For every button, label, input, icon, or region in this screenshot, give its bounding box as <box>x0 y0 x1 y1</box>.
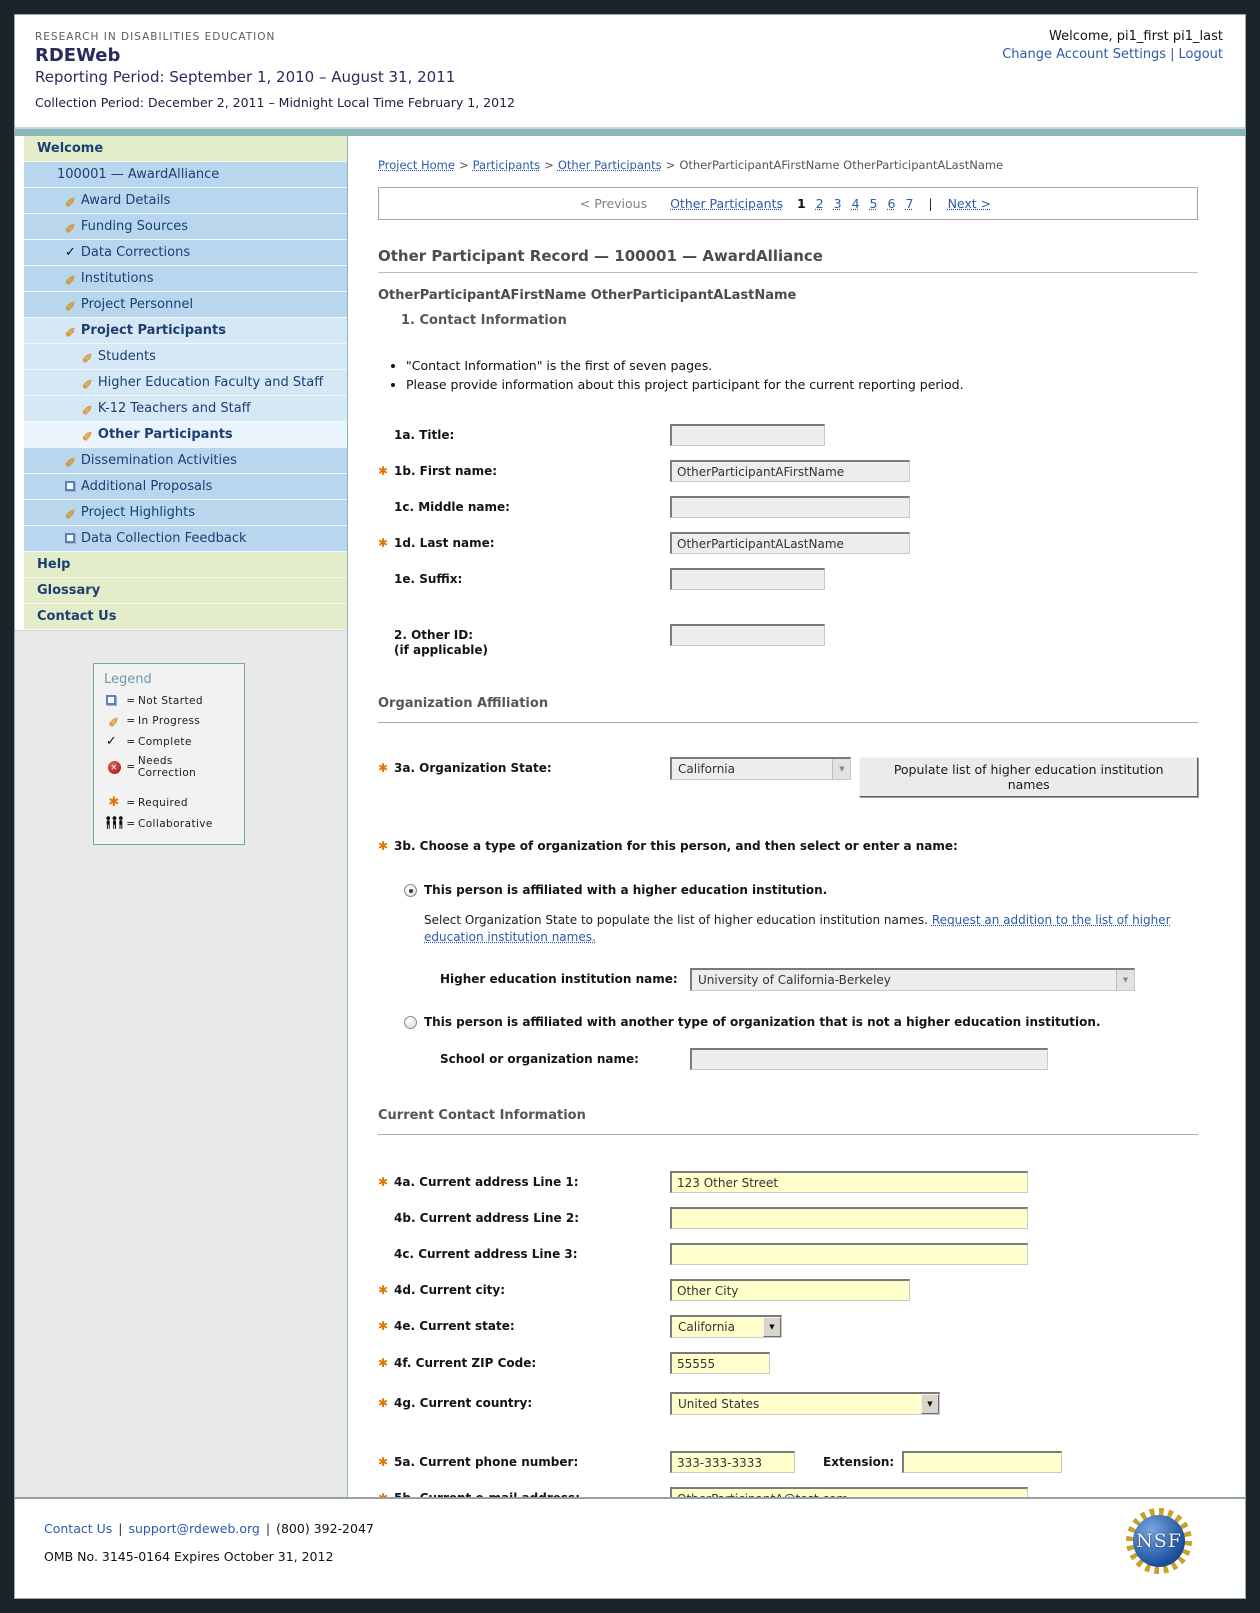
breadcrumb-current: OtherParticipantAFirstName OtherParticipantALastName <box>679 158 1004 172</box>
address1-label: 4a. Current address Line 1: <box>394 1175 579 1189</box>
city-input[interactable] <box>670 1279 910 1301</box>
legend-label: Collaborative <box>138 818 213 830</box>
required-icon: ✱ <box>378 1396 389 1410</box>
not-started-icon <box>65 533 75 543</box>
pencil-icon: ✎ <box>65 193 76 208</box>
required-icon: ✱ <box>378 761 389 775</box>
app-frame <box>14 14 1246 1599</box>
last-name-label: 1d. Last name: <box>394 536 495 550</box>
institution-helper-text: Select Organization State to populate the list of higher education institution names. Request an addition to the list of higher education institution names. <box>424 913 1171 944</box>
populate-institutions-button[interactable]: Populate list of higher education institution names <box>859 757 1198 797</box>
country-select[interactable]: United States ▼ <box>670 1392 940 1415</box>
sidebar-item-other-participants[interactable]: ✎ Other Participants <box>24 422 347 448</box>
pencil-icon: ✎ <box>82 401 93 416</box>
higher-ed-radio-option[interactable] <box>404 883 1198 898</box>
reporting-period: Reporting Period: September 1, 2010 – August 31, 2011 <box>35 68 456 86</box>
required-icon: ✱ <box>378 1283 389 1297</box>
pencil-icon: ✎ <box>65 297 76 312</box>
page-title: Other Participant Record — 100001 — AwardAlliance <box>378 247 1198 273</box>
page-number-current: 1 <box>796 196 806 211</box>
breadcrumb-other-participants[interactable]: Other Participants <box>557 158 662 172</box>
field-row-institution-name <box>424 968 1198 991</box>
pencil-icon: ✎ <box>82 349 93 364</box>
check-icon: ✓ <box>65 245 76 260</box>
institution-name-label: Higher education institution name: <box>440 972 678 986</box>
not-started-icon <box>65 481 75 491</box>
dropdown-arrow-icon: ▼ <box>1116 970 1134 990</box>
sidebar-item-glossary[interactable]: Glossary <box>24 578 347 604</box>
breadcrumb: Project Home > Participants > Other Participants > OtherParticipantAFirstName OtherParticipantALastName <box>378 158 1004 172</box>
legend-label: Required <box>138 796 188 809</box>
middle-name-label: 1c. Middle name: <box>394 500 510 514</box>
sidebar-item-funding-sources[interactable]: ✎ Funding Sources <box>24 214 347 240</box>
suffix-label: 1e. Suffix: <box>394 572 463 586</box>
footer-support-email-link[interactable]: support@rdeweb.org <box>128 1521 260 1536</box>
pencil-icon: ✎ <box>82 375 93 390</box>
field-row-organization-state <box>378 757 1198 797</box>
sidebar-item-project-highlights[interactable]: ✎ Project Highlights <box>24 500 347 526</box>
school-name-input[interactable] <box>690 1048 1048 1070</box>
radio-unselected-icon[interactable] <box>404 1016 417 1029</box>
check-icon: ✓ <box>105 734 118 749</box>
page-number-link[interactable]: 4 <box>851 196 860 211</box>
instruction-item: • Please provide information about this project participant for the current reporting period. <box>406 377 1198 392</box>
other-participants-list-link[interactable]: Other Participants <box>670 196 783 211</box>
page-number-link[interactable]: 2 <box>815 196 824 211</box>
other-id-label: 2. Other ID: (if applicable) <box>394 628 489 657</box>
organization-state-label: 3a. Organization State: <box>394 761 552 775</box>
field-row-organization-type <box>378 839 1198 853</box>
field-row-phone <box>378 1451 1198 1473</box>
header-divider <box>15 127 1245 136</box>
required-icon: ✱ <box>378 464 389 478</box>
page-number-link[interactable]: 6 <box>887 196 896 211</box>
other-org-radio-option[interactable] <box>404 1015 1198 1030</box>
title-input[interactable] <box>670 424 825 446</box>
header-user-area <box>1002 29 1223 62</box>
field-row-middle-name <box>378 496 1198 518</box>
field-row-other-id <box>378 624 1198 658</box>
footer-phone: (800) 392-2047 <box>276 1521 374 1536</box>
section-heading-current-contact: Current Contact Information <box>378 1108 1198 1135</box>
legend-label: Needs Correction <box>137 755 197 779</box>
institution-name-select[interactable]: University of California-Berkeley ▼ <box>690 968 1135 991</box>
title-label: 1a. Title: <box>394 428 455 442</box>
extension-input[interactable] <box>902 1451 1062 1473</box>
main-content <box>348 136 1245 1497</box>
first-name-label: 1b. First name: <box>394 464 498 478</box>
sidebar-item-contact-us[interactable]: Contact Us <box>24 604 347 630</box>
sidebar-item-project-personnel[interactable]: ✎ Project Personnel <box>24 292 347 318</box>
required-icon: ✱ <box>378 1455 389 1469</box>
pencil-icon: ✎ <box>65 453 76 468</box>
sidebar-item-higher-ed-faculty-staff[interactable]: ✎ Higher Education Faculty and Staff <box>24 370 347 396</box>
sidebar-item-dissemination-activities[interactable]: ✎ Dissemination Activities <box>24 448 347 474</box>
field-row-zip <box>378 1352 1198 1374</box>
address3-input[interactable] <box>670 1243 1028 1265</box>
header <box>15 15 1245 127</box>
required-icon: ✱ <box>108 795 120 810</box>
pagination-bar: < Previous Other Participants 1 2 3 4 5 6 7 | Next > <box>378 187 1198 220</box>
pencil-icon: ✎ <box>65 219 76 234</box>
sidebar-item-data-collection-feedback[interactable]: Data Collection Feedback <box>24 526 347 552</box>
first-name-input[interactable] <box>670 460 910 482</box>
sidebar-filler <box>15 630 347 1497</box>
page-number-link[interactable]: 7 <box>905 196 914 211</box>
other-id-input[interactable] <box>670 624 825 646</box>
field-row-last-name <box>378 532 1198 554</box>
field-row-address2 <box>378 1207 1198 1229</box>
instruction-item: • "Contact Information" is the first of seven pages. <box>406 358 1198 373</box>
field-row-address3 <box>378 1243 1198 1265</box>
phone-input[interactable] <box>670 1451 795 1473</box>
collection-period: Collection Period: December 2, 2011 – Midnight Local Time February 1, 2012 <box>35 95 515 110</box>
field-row-address1 <box>378 1171 1198 1193</box>
section-heading-contact-information: 1. Contact Information <box>401 313 567 328</box>
app-title: RDEWeb <box>35 45 121 66</box>
collaborative-icon <box>105 816 124 829</box>
previous-page-link: < Previous <box>579 196 648 211</box>
pencil-icon: ✎ <box>108 713 120 728</box>
sidebar-item-additional-proposals[interactable]: Additional Proposals <box>24 474 347 500</box>
page-number-link[interactable]: 3 <box>833 196 842 211</box>
sidebar-nav <box>15 136 347 630</box>
zip-label: 4f. Current ZIP Code: <box>394 1356 537 1370</box>
school-name-label: School or organization name: <box>440 1052 639 1066</box>
breadcrumb-participants[interactable]: Participants <box>472 158 541 172</box>
legend-label: Complete <box>138 735 192 748</box>
dropdown-arrow-icon: ▼ <box>921 1394 939 1414</box>
sidebar-item-welcome[interactable]: Welcome <box>24 136 347 162</box>
field-row-city <box>378 1279 1198 1301</box>
phone-label: 5a. Current phone number: <box>394 1455 579 1469</box>
required-icon: ✱ <box>378 536 389 550</box>
sidebar-item-award[interactable]: 100001 — AwardAlliance <box>24 162 347 188</box>
next-page-link[interactable]: Next > <box>947 196 992 211</box>
pencil-icon: ✎ <box>82 427 93 442</box>
field-row-country <box>378 1392 1198 1415</box>
pencil-icon: ✎ <box>65 323 76 338</box>
address2-label: 4b. Current address Line 2: <box>394 1211 580 1225</box>
legend-label: In Progress <box>138 714 201 727</box>
state-label: 4e. Current state: <box>394 1319 515 1333</box>
sidebar-item-data-corrections[interactable]: ✓ Data Corrections <box>24 240 347 266</box>
sidebar-item-students[interactable]: ✎ Students <box>24 344 347 370</box>
program-name: RESEARCH IN DISABILITIES EDUCATION <box>35 31 276 43</box>
field-row-school-name <box>424 1048 1198 1070</box>
legend: Legend = Not Started ✎ = In Progress ✓ = Complete ✕ = Needs Correction ✱ = Required = Collaborative <box>93 663 245 845</box>
needs-correction-icon: ✕ <box>108 761 121 774</box>
request-addition-link[interactable]: Request an addition to the list of higher education institution names. <box>424 913 1171 944</box>
other-org-radio-label: This person is affiliated with another type of organization that is not a higher education institution. <box>424 1015 1101 1029</box>
organization-type-label: 3b. Choose a type of organization for this person, and then select or enter a name: <box>394 839 958 853</box>
organization-state-select[interactable]: California ▼ <box>670 757 851 780</box>
required-icon: ✱ <box>378 1175 389 1189</box>
link-separator: | <box>1170 47 1175 62</box>
city-label: 4d. Current city: <box>394 1283 506 1297</box>
address2-input[interactable] <box>670 1207 1028 1229</box>
field-row-first-name <box>378 460 1198 482</box>
field-row-title <box>378 424 1198 446</box>
last-name-input[interactable] <box>670 532 910 554</box>
higher-ed-radio-label: This person is affiliated with a higher education institution. <box>424 883 828 897</box>
dropdown-arrow-icon: ▼ <box>832 759 850 779</box>
required-icon: ✱ <box>378 1319 389 1333</box>
middle-name-input[interactable] <box>670 496 910 518</box>
sidebar-item-award-details[interactable]: ✎ Award Details <box>24 188 347 214</box>
suffix-input[interactable] <box>670 568 825 590</box>
logout-link[interactable]: Logout <box>1178 47 1223 62</box>
page-number-link[interactable]: 5 <box>869 196 878 211</box>
sidebar-item-project-participants[interactable]: ✎ Project Participants <box>24 318 347 344</box>
nsf-logo: NSF <box>1126 1508 1192 1574</box>
footer-contact-us-link[interactable]: Contact Us <box>44 1521 113 1536</box>
zip-input[interactable] <box>670 1352 770 1374</box>
sidebar-item-help[interactable]: Help <box>24 552 347 578</box>
field-row-suffix <box>378 568 1198 590</box>
welcome-text: Welcome, pi1_first pi1_last <box>1049 29 1223 44</box>
omb-notice: OMB No. 3145-0164 Expires October 31, 2012 <box>44 1549 334 1564</box>
sidebar-item-institutions[interactable]: ✎ Institutions <box>24 266 347 292</box>
participant-name: OtherParticipantAFirstName OtherParticipantALastName <box>378 288 797 303</box>
legend-label: Not Started <box>138 695 203 707</box>
legend-title: Legend <box>104 672 152 687</box>
state-select[interactable]: California ▼ <box>670 1315 782 1338</box>
address1-input[interactable] <box>670 1171 1028 1193</box>
field-row-state <box>378 1315 1198 1338</box>
address3-label: 4c. Current address Line 3: <box>394 1247 578 1261</box>
dropdown-arrow-icon: ▼ <box>763 1317 781 1337</box>
not-started-icon <box>106 695 116 705</box>
instructions-list <box>406 358 1198 392</box>
extension-label: Extension: <box>823 1455 895 1469</box>
sidebar <box>15 136 348 1497</box>
required-icon: ✱ <box>378 1356 389 1370</box>
pencil-icon: ✎ <box>65 505 76 520</box>
section-heading-organization-affiliation: Organization Affiliation <box>378 696 1198 723</box>
breadcrumb-project-home[interactable]: Project Home <box>378 158 455 172</box>
radio-selected-icon[interactable] <box>404 884 417 897</box>
pencil-icon: ✎ <box>65 271 76 286</box>
required-icon: ✱ <box>378 839 389 853</box>
country-label: 4g. Current country: <box>394 1396 533 1410</box>
sidebar-item-k12-teachers-staff[interactable]: ✎ K-12 Teachers and Staff <box>24 396 347 422</box>
change-account-settings-link[interactable]: Change Account Settings <box>1002 47 1167 62</box>
footer: Contact Us | support@rdeweb.org | (800) 392-2047 OMB No. 3145-0164 Expires October 31, 2012 NSF <box>15 1497 1245 1598</box>
